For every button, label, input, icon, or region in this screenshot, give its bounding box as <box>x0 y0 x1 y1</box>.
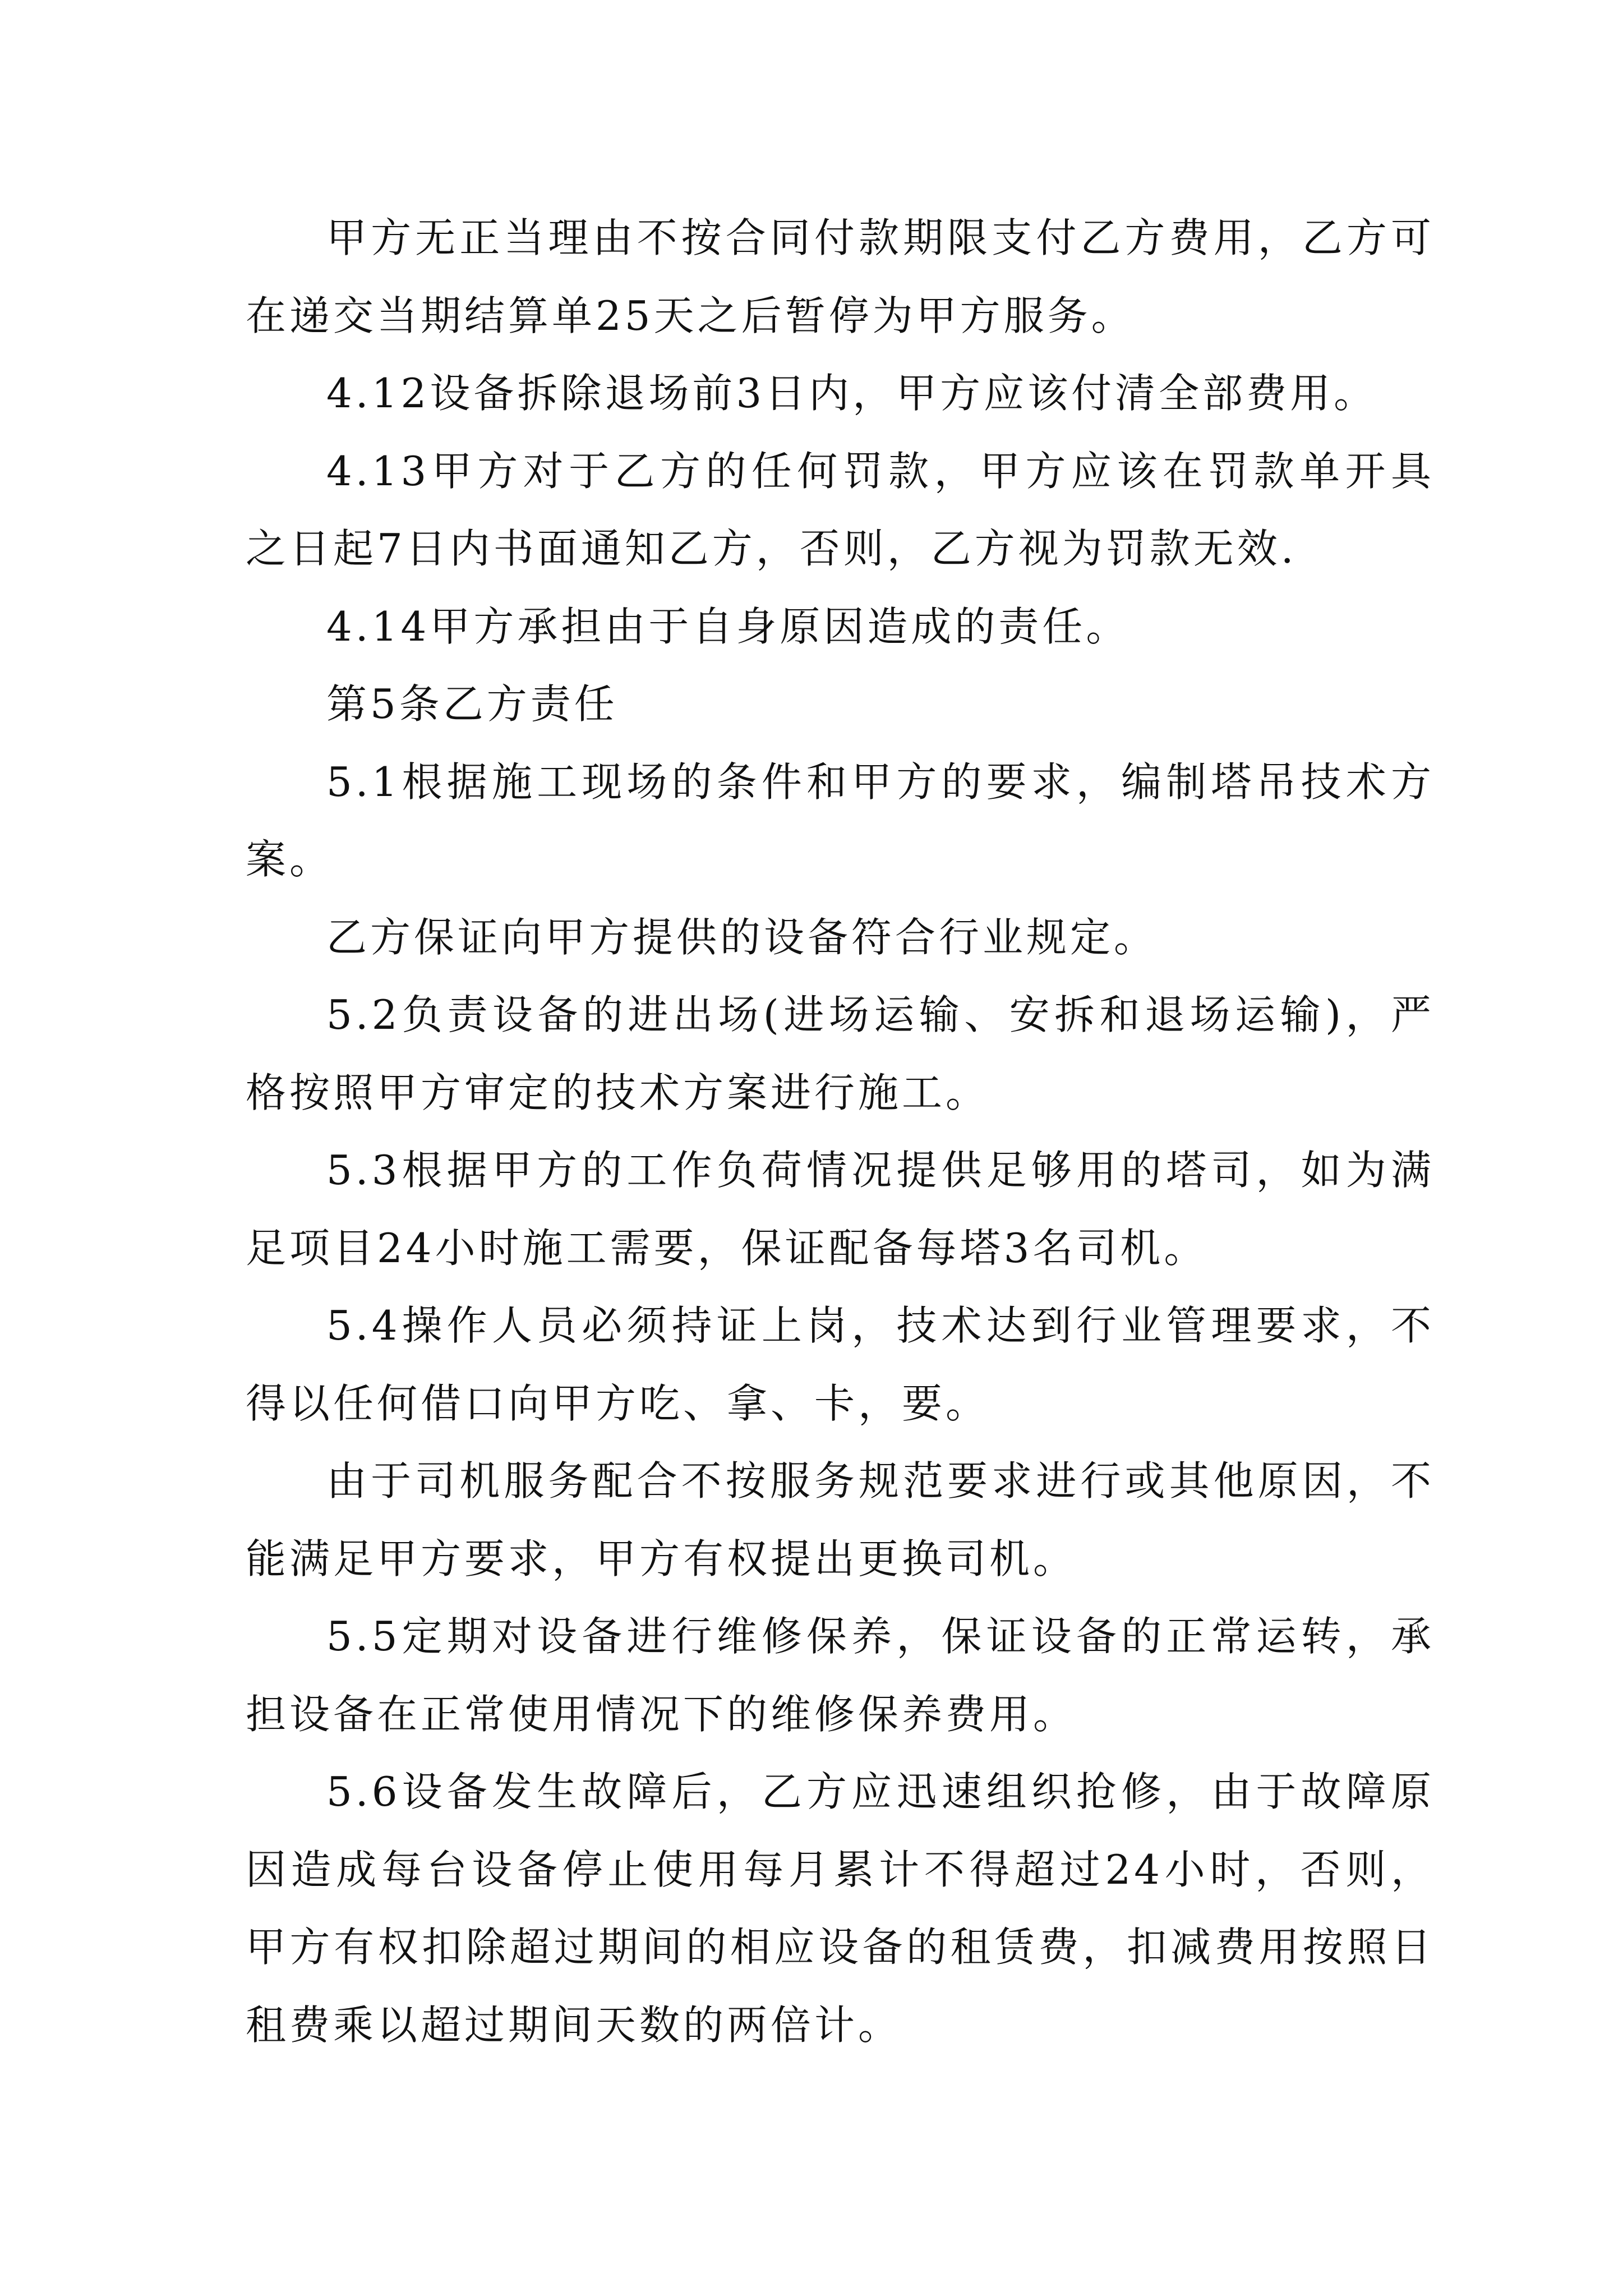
paragraph-5-4: 5.4操作人员必须持证上岗，技术达到行业管理要求，不得以任何借口向甲方吃、拿、卡，要。 <box>246 1302 1435 1427</box>
paragraph-4-12: 4.12设备拆除退场前3日内，甲方应该付清全部费用。 <box>326 370 1378 417</box>
paragraph-5-3: 5.3根据甲方的工作负荷情况提供足够用的塔司，如为满足项目24小时施工需要，保证配备每塔3名司机。 <box>246 1147 1435 1272</box>
paragraph-payment-suspension: 甲方无正当理由不按合同付款期限支付乙方费用，乙方可在递交当期结算单25天之后暂停为甲方服务。 <box>246 214 1435 339</box>
paragraph-4-14: 4.14甲方承担由于自身原因造成的责任。 <box>326 602 1130 650</box>
paragraph-5-6: 5.6设备发生故障后，乙方应迅速组织抢修，由于故障原因造成每台设备停止使用每月累计不得超过24小时，否则，甲方有权扣除超过期间的相应设备的租赁费，扣减费用按照日租费乘以超过期间天数的两倍计。 <box>246 1768 1435 2049</box>
paragraph-5-5: 5.5定期对设备进行维修保养，保证设备的正常运转，承担设备在正常使用情况下的维修保养费用。 <box>246 1613 1435 1738</box>
paragraph-5-1: 5.1根据施工现场的条件和甲方的要求，编制塔吊技术方案。 <box>246 758 1435 883</box>
paragraph-driver-replacement: 由于司机服务配合不按服务规范要求进行或其他原因，不能满足甲方要求，甲方有权提出更换司机。 <box>246 1457 1435 1582</box>
document-body <box>246 199 1435 2064</box>
paragraph-equipment-compliance: 乙方保证向甲方提供的设备符合行业规定。 <box>326 913 1158 961</box>
section-heading-article-5: 第5条乙方责任 <box>326 680 618 728</box>
paragraph-4-13: 4.13甲方对于乙方的任何罚款，甲方应该在罚款单开具之日起7日内书面通知乙方，否则，乙方视为罚款无效. <box>246 447 1435 572</box>
paragraph-5-2: 5.2负责设备的进出场(进场运输、安拆和退场运输)，严格按照甲方审定的技术方案进行施工。 <box>246 991 1435 1116</box>
